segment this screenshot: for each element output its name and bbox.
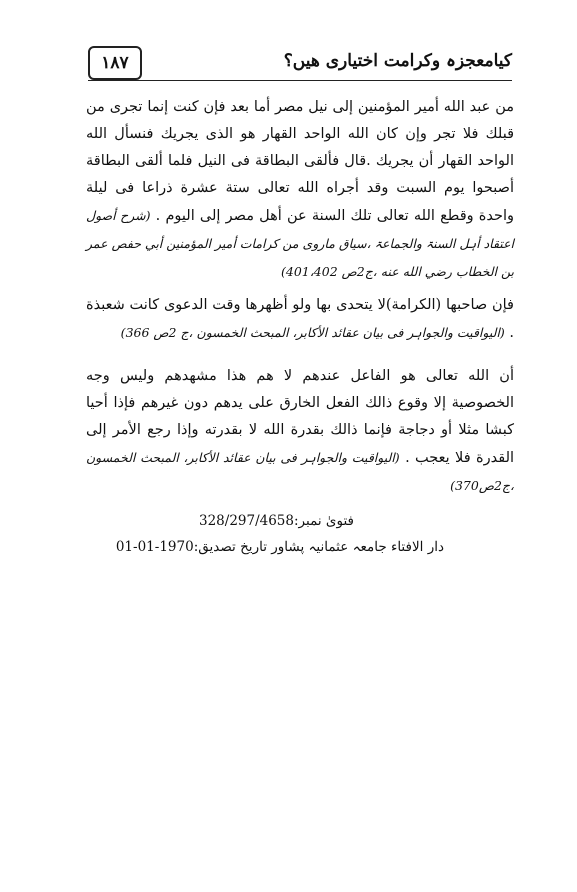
fatwa-number: فتویٰ نمبر:328/297/4658 xyxy=(199,513,354,529)
page-header xyxy=(88,46,512,86)
paragraph-2-reference: (الیواقیت والجواہر فی بیان عقائد الأکابر، المبحث الخمسون ،ج 2ص 366) xyxy=(120,325,505,340)
header-divider xyxy=(88,80,512,81)
header-title: کیامعجزہ وکرامت اختیاری ھیں؟ xyxy=(283,51,512,71)
paragraph-2 xyxy=(86,292,514,347)
paragraph-1-text: من عبد الله أمير المؤمنين إلى نيل مصر أما بعد فإن كنت إنما تجرى من قبلك فلا تجر وإن كان الله الواحد القهار هو الذى يجريك فنسأل الله الواحد القهار أن يجريك .قال فألقى البطاقة فى النيل فلما ألقى البطاقة أصبحوا يوم السبت وقد أجراه الله تعالى ستة عشرة ذراعا فى ليلة واحدة وقطع الله تعالى تلك السنة عن أهل مصر إلى اليوم . xyxy=(86,99,515,224)
paragraph-1 xyxy=(86,94,514,286)
paragraph-3 xyxy=(86,363,514,500)
page-number: ۱۸۷ xyxy=(88,46,142,80)
paragraph-2-text: فإن صاحبها (الكرامة)لا يتحدى بها ولو أظهرها وقت الدعوى كانت شعبذة . xyxy=(86,297,514,341)
paragraph-3-text: أن الله تعالى هو الفاعل عندهم لا هم هذا مشهدهم وليس وجه الخصوصية إلا وقوع ذالك الفعل الخارق على يدهم دون غيرهم فإذا أحيا كبشا مثلا أو دجاجة فإنما ذالك بقدرة الله لا بقدرته وإذا رجع الأمر إلى القدرة فلا يعجب . xyxy=(86,368,515,466)
darul-ifta-line: دار الافتاء جامعہ عثمانیہ پشاور تاریخ تصدیق:1970-01-01 xyxy=(115,539,444,555)
paragraph-1-reference: (شرح أصول اعتقاد أہل السنۃ والجماعۃ ،سیاق ماروی من کرامات أمیر المؤمنین أبي حفص عمر بن الخطاب رضي الله عنه ،ج2ص 401،402) xyxy=(86,208,514,279)
paragraph-3-reference: (الیواقیت والجواہر فی بیان عقائد الأکابر، المبحث الخمسون ،ج2ص370) xyxy=(86,450,514,493)
page-content xyxy=(86,94,514,560)
